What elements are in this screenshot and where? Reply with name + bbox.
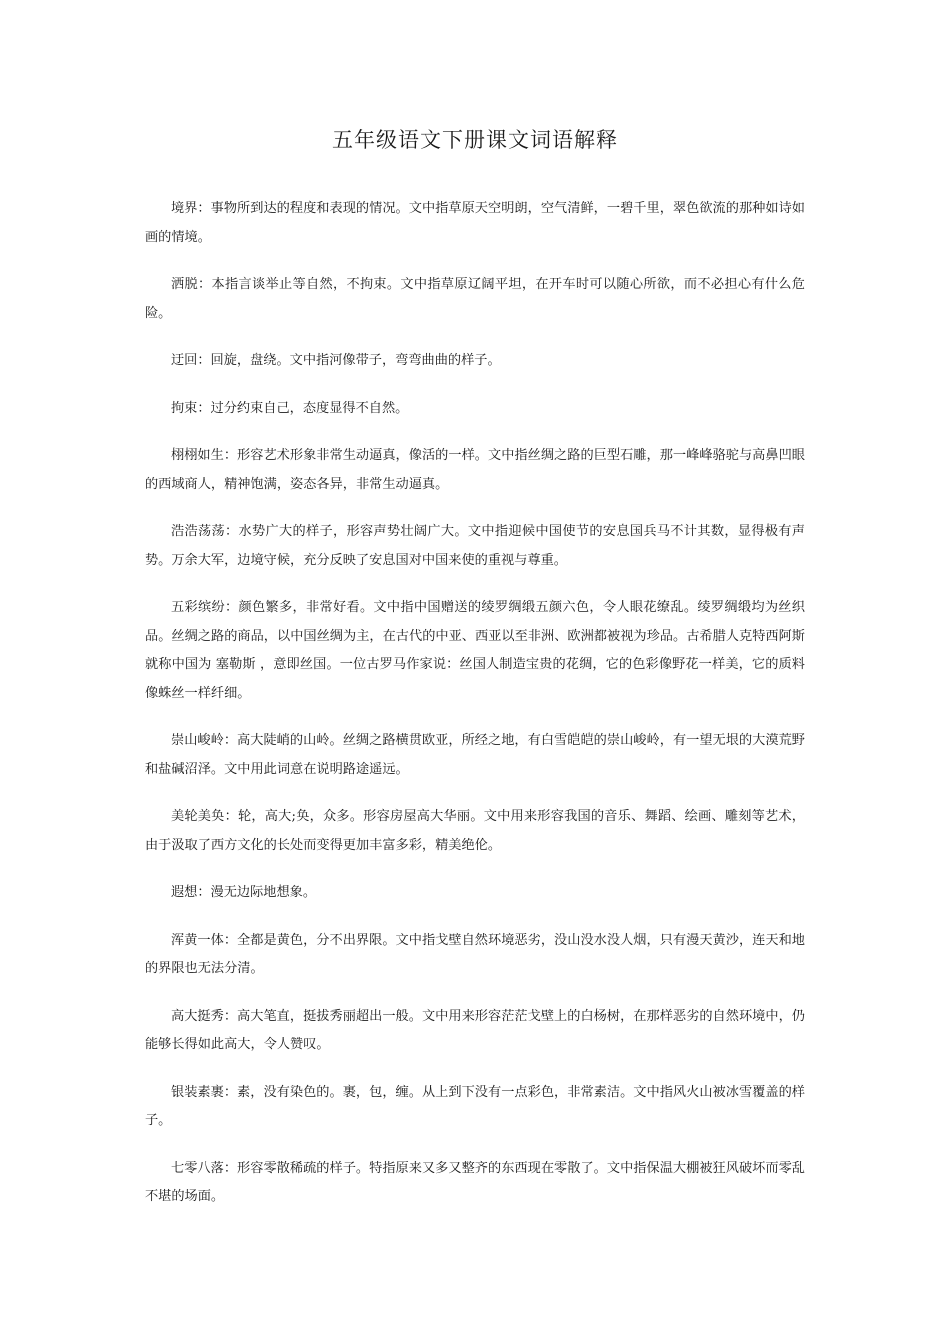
entry-list bbox=[145, 195, 805, 1231]
list-item: 美轮美奂：轮，高大;奂，众多。形容房屋高大华丽。文中用来形容我国的音乐、舞蹈、绘画、雕刻等艺术，由于汲取了西方文化的长处而变得更加丰富多彩，精美绝伦。 bbox=[145, 809, 805, 853]
list-item: 浩浩荡荡：水势广大的样子，形容声势壮阔广大。文中指迎候中国使节的安息国兵马不计其数，显得极有声势。万余大军，边境守候，充分反映了安息国对中国来使的重视与尊重。 bbox=[145, 524, 805, 568]
list-item: 五彩缤纷：颜色繁多，非常好看。文中指中国赠送的绫罗绸缎五颜六色，令人眼花缭乱。绫罗绸缎均为丝织品。丝绸之路的商品，以中国丝绸为主，在古代的中亚、西亚以至非洲、欧洲都被视为珍品。古希腊人克特西阿斯就称中国为 塞勒斯 ，意即丝国。一位古罗马作家说：丝国人制造宝贵的花绸，它的色彩像野花一样美，它的质料像蛛丝一样纤细。 bbox=[145, 600, 805, 701]
list-item: 浑黄一体：全都是黄色，分不出界限。文中指戈壁自然环境恶劣，没山没水没人烟，只有漫天黄沙，连天和地的界限也无法分清。 bbox=[145, 932, 805, 976]
list-item: 崇山峻岭：高大陡峭的山岭。丝绸之路横贯欧亚，所经之地，有白雪皑皑的崇山峻岭，有一望无垠的大漠荒野和盐碱沼泽。文中用此词意在说明路途遥远。 bbox=[145, 733, 805, 777]
list-item: 迂回：回旋，盘绕。文中指河像带子，弯弯曲曲的样子。 bbox=[171, 353, 501, 368]
list-item: 七零八落：形容零散稀疏的样子。特指原来又多又整齐的东西现在零散了。文中指保温大棚被狂风破坏而零乱不堪的场面。 bbox=[145, 1160, 805, 1204]
list-item: 银装素裹：素，没有染色的。裹，包，缠。从上到下没有一点彩色，非常素洁。文中指风火山被冰雪覆盖的样子。 bbox=[145, 1084, 805, 1128]
list-item: 境界：事物所到达的程度和表现的情况。文中指草原天空明朗，空气清鲜，一碧千里，翠色欲流的那种如诗如画的情境。 bbox=[145, 201, 805, 245]
list-item: 遐想：漫无边际地想象。 bbox=[171, 885, 317, 900]
list-item: 栩栩如生：形容艺术形象非常生动逼真，像活的一样。文中指丝绸之路的巨型石雕，那一峰峰骆驼与高鼻凹眼的西域商人，精神饱满，姿态各异，非常生动逼真。 bbox=[145, 448, 805, 492]
list-item: 高大挺秀：高大笔直，挺拔秀丽超出一般。文中用来形容茫茫戈壁上的白杨树，在那样恶劣的自然环境中，仍能够长得如此高大，令人赞叹。 bbox=[145, 1008, 805, 1052]
list-item: 拘束：过分约束自己，态度显得不自然。 bbox=[171, 400, 409, 416]
list-item: 洒脱：本指言谈举止等自然，不拘束。文中指草原辽阔平坦，在开车时可以随心所欲，而不必担心有什么危险。 bbox=[145, 277, 805, 321]
document-title: 五年级语文下册课文词语解释 bbox=[332, 128, 618, 152]
